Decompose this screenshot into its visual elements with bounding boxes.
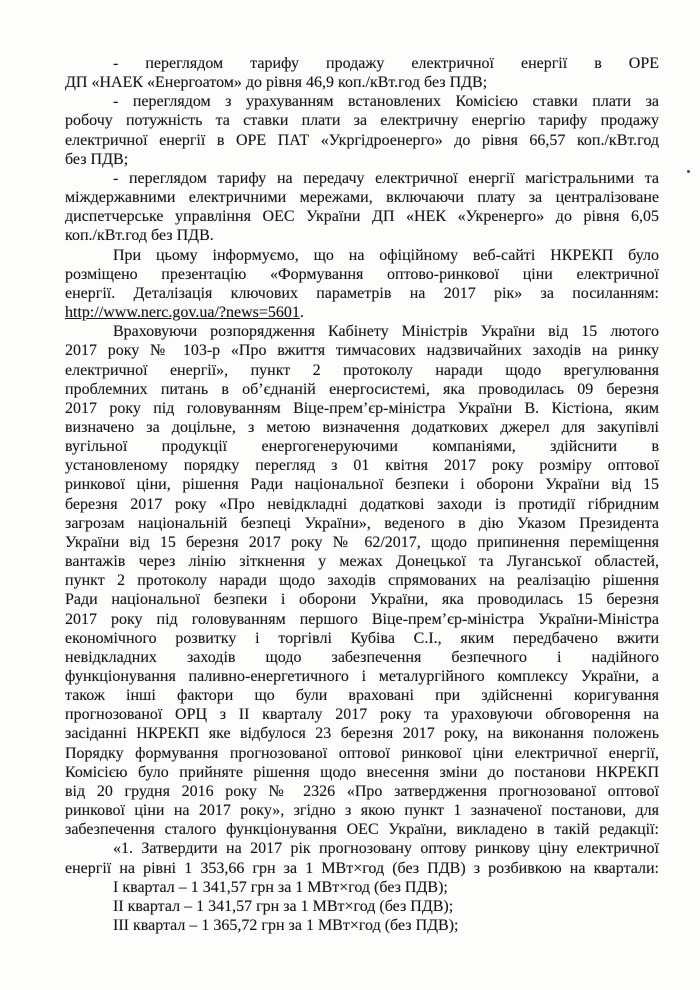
text-line: установленому порядку перегляд з 01 квітня 2017 року розміру оптової	[65, 457, 659, 475]
text-line: енергії. Деталізація ключових параметрів на 2017 рік» за посиланням:	[65, 284, 659, 302]
text-line: енергії на рівні 1 353,66 грн за 1 МВт×год (без ПДВ) з розбивкою на квартали:	[65, 859, 659, 877]
text-line: загрозам національній безпеці України», веденого в дію Указом Президента	[65, 514, 659, 532]
text-line	[65, 303, 659, 322]
text-line: При цьому інформуємо, що на офіційному веб-сайті НКРЕКП було	[113, 246, 659, 264]
text-line: економічного розвитку і торгівлі Кубіва С.І., яким передбачено вжити	[65, 629, 659, 647]
text-line: розміщено презентацію «Формування оптово-ринкової ціни електричної	[65, 265, 659, 283]
text-line: функціонування паливно-енергетичного і металургійного комплексу України, а	[65, 668, 659, 685]
text-line: засіданні НКРЕКП яке відбулося 23 березня 2017 року, на виконання положень	[65, 725, 659, 743]
text-line: без ПДВ;	[65, 150, 129, 168]
text-line: - переглядом тарифу на передачу електричної енергії магістральними та	[113, 169, 659, 187]
text-line: електричної енергії в ОРЕ ПАТ «Укргідроенерго» до рівня 66,57 коп./кВт.год	[65, 131, 659, 149]
text-line: 2017 року під головуванням Віце-прем’єр-міністра України В. Кістіона, яким	[65, 399, 659, 417]
text-line: також інші фактори що були враховані при здійсненні коригування	[65, 687, 659, 705]
document-body	[65, 54, 659, 935]
text-line: ринкової ціни на 2017 року», згідно з якою пункт 1 зазначеної постанови, для	[65, 802, 659, 820]
nerc-news-link[interactable]: http://www.nerc.gov.ua/?news=5601	[65, 304, 300, 322]
text-line: Комісією було прийняте рішення щодо внесення зміни до постанови НКРЕКП	[65, 763, 659, 781]
text-line: вантажів через лінію зіткнення у межах Донецької та Луганської областей,	[65, 553, 659, 571]
text-line: I квартал – 1 341,57 грн за 1 МВт×год (без ПДВ);	[113, 878, 448, 896]
text-line: проблемних питань в об’єднаній енергосистемі, яка проводилась 09 березня	[65, 380, 659, 398]
text-line: Враховуючи розпорядження Кабінету Міністрів України від 15 лютого	[113, 323, 659, 341]
text-line: вугільної продукції енергогенеруючими компаніями, здійснити в	[65, 438, 659, 456]
text-line: від 20 грудня 2016 року № 2326 «Про затвердження прогнозованої оптової	[65, 782, 659, 800]
text-line: 2017 року під головуванням першого Віце-прем’єр-міністра України-Міністра	[65, 610, 659, 628]
scan-speck-artifact	[687, 170, 690, 173]
text-line: Порядку формування прогнозованої оптової ринкової ціни електричної енергії,	[65, 744, 659, 762]
text-line: - переглядом з урахуванням встановлених Комісією ставки плати за	[113, 93, 659, 111]
text-line: пункт 2 протоколу наради щодо заходів спрямованих на реалізацію рішення	[65, 572, 659, 590]
text-line: прогнозованої ОРЦ з II кварталу 2017 року та ураховуючи обговорення на	[65, 706, 659, 724]
text-line: «1. Затвердити на 2017 рік прогнозовану оптову ринкову ціну електричної	[113, 840, 659, 858]
text-line: невідкладних заходів щодо забезпечення безпечного і надійного	[65, 648, 659, 666]
text-line: міждержавними електричними мережами, включаючи плату за централізоване	[65, 189, 659, 207]
text-line: визначено за доцільне, з метою визначення додаткових джерел для закупівлі	[65, 418, 659, 436]
text-line: електричної енергії», пункт 2 протоколу наради щодо врегулювання	[65, 361, 659, 379]
text-line: ДП «НАЕК «Енергоатом» до рівня 46,9 коп./кВт.год без ПДВ;	[65, 74, 488, 92]
text-line: - переглядом тарифу продажу електричної енергії в ОРЕ	[113, 55, 659, 72]
text-line: України від 15 березня 2017 року № 62/2017, щодо припинення переміщення	[65, 533, 659, 551]
text-line: диспетчерське управління ОЕС України ДП «НЕК «Укренерго» до рівня 6,05	[65, 208, 659, 226]
text-line: 2017 року № 103-р «Про вжиття тимчасових надзвичайних заходів на ринку	[65, 342, 659, 360]
text-after-link: .	[299, 304, 304, 322]
text-line: Ради національної безпеки і оборони України, яка проводилась 15 березня	[65, 591, 659, 609]
text-line: ринкової ціни, рішення Ради національної безпеки і оборони України від 15	[65, 476, 659, 494]
text-line: коп./кВт.год без ПДВ.	[65, 227, 214, 245]
text-line: III квартал – 1 365,72 грн за 1 МВт×год (без ПДВ);	[113, 917, 459, 935]
text-line: забезпечення сталого функціонування ОЕС України, викладено в такій редакції:	[65, 821, 659, 839]
text-line: березня 2017 року «Про невідкладні додаткові заходи із протидії гібридним	[65, 495, 659, 513]
text-line: робочу потужність та ставки плати за електричну енергію тарифу продажу	[65, 112, 659, 130]
text-line: II квартал – 1 341,57 грн за 1 МВт×год (без ПДВ);	[113, 897, 454, 915]
